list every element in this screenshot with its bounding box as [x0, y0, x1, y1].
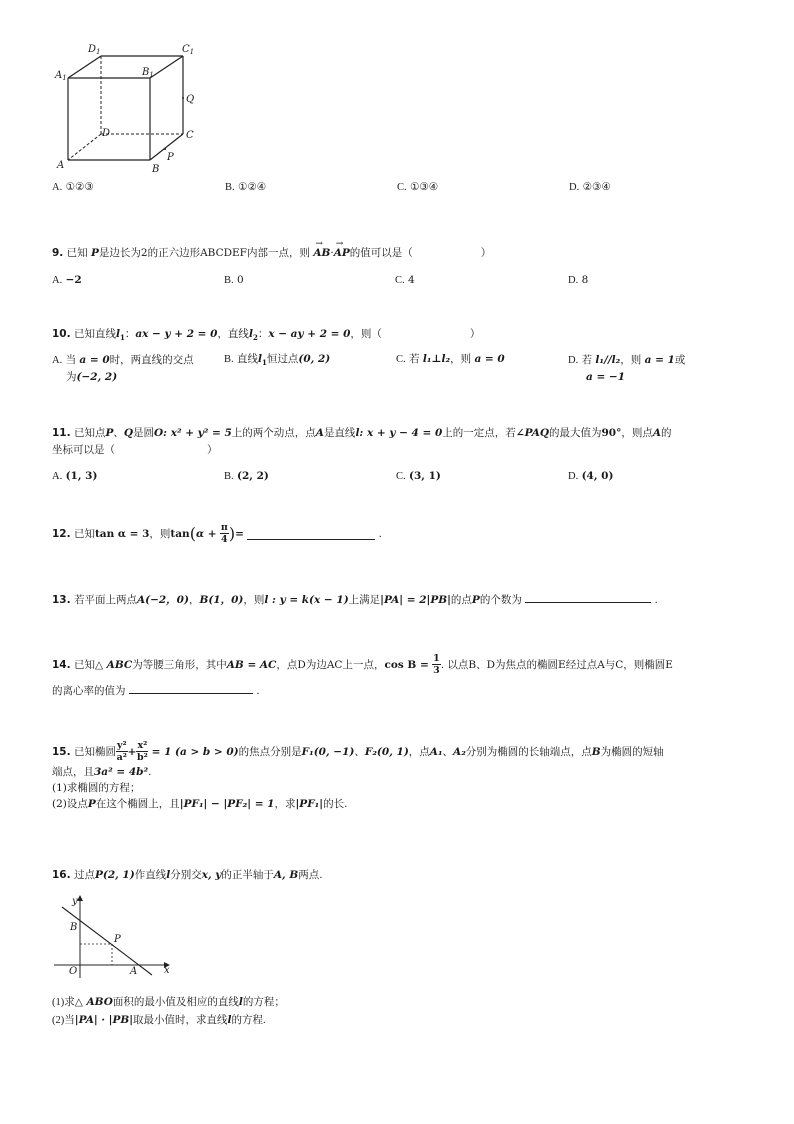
cube-figure [50, 40, 210, 180]
label-B: B [152, 164, 160, 175]
q16-part1: (1)求△ ABO面积的最小值及相应的直线l的方程； [52, 996, 285, 1008]
label-y: y [72, 896, 78, 907]
q15-stem: 15. 已知椭圆 $\frac{\text{y²}}{\text{a²}}$ + $\frac{\text{x²}}{\text{b²}}$ = 1 (a > b > 0) 的焦点分别是 F₁(0, −1) 、 F₂(0, 1) ，点 A₁ 、 A₂ 分别为椭圆的长轴端点，点 B 为椭圆的短轴 端点，且3a² = 4b². (1)求椭圆的方程； (2)设点P在这个椭圆上，且|PF₁| − |PF₂| = 1，求|PF₁|的长. [52, 740, 664, 810]
q16-stem: 16. 过点P(2, 1)作直线l分别交x, y的正半轴于A, B两点. [52, 869, 323, 881]
q9-stem: 9. 已知 P是边长为2的正六边形ABCDEF内部一点，则 → AB· → AP的值可以是（ ） [52, 239, 492, 259]
q11-option-b[interactable]: B. (2, 2) [224, 470, 269, 482]
q16-part2: (2)当|PA| · |PB|取最小值时，求直线l的方程. [52, 1014, 266, 1026]
q11-option-d[interactable]: D. (4, 0) [568, 470, 614, 482]
q10-option-d[interactable]: D. 若 l₁//l₂，则 a = 1或 a = −1 [568, 354, 686, 383]
label-B: B [70, 922, 78, 933]
q15-part1: (1)求椭圆的方程； [52, 782, 141, 794]
label-D: D [102, 128, 111, 139]
cube-edge [150, 56, 183, 78]
label-D1: $D_1$ [88, 44, 101, 56]
q10-stem: 10. 已知直线$l_1$：ax − y + 2 = 0，直线$l_2$：x − ay + 2 = 0，则（ ） [52, 328, 481, 343]
q14-stem: 14. 已知 △ ABC 为等腰三角形，其中 AB = AC ，点D为边AC上一点， cos B = $\frac{1}{3}$ . 以点B、D为焦点的椭圆E经过点A与C，则椭圆E 的离心率的值为 . [52, 653, 673, 697]
q9-option-b[interactable]: B. 0 [224, 274, 244, 286]
label-P: P [167, 152, 174, 163]
q13-answer-blank[interactable] [525, 591, 651, 603]
q11-stem: 11. 已知点P、Q是圆O: x² + y² = 5上的两个动点，点A是直线l: x + y − 4 = 0上的一定点，若∠PAQ的最大值为90°，则点A的 坐标可以是（ ） [52, 427, 672, 456]
label-A1: $A_1$ [55, 70, 67, 82]
label-P: P [114, 934, 121, 945]
q9-option-d[interactable]: D. 8 [568, 274, 589, 286]
q8-option-a[interactable]: A. ①②③ [52, 181, 94, 193]
q12-stem: 12. 已知 tan α = 3 ，则 tan ( α + $\frac{\pi}{4}$ ) = . [52, 522, 382, 545]
q8-option-c[interactable]: C. ①③④ [397, 181, 439, 193]
label-C: C [186, 130, 194, 141]
cube-edge [68, 56, 101, 78]
label-B1: $B_1$ [142, 67, 154, 79]
label-A: A [130, 966, 138, 977]
q10-option-a[interactable]: A. 当 a = 0时，两直线的交点 为(−2, 2) [52, 354, 194, 383]
label-Q: Q [186, 94, 195, 105]
label-O: O [69, 966, 78, 977]
q13-stem: 13. 若平面上两点A(−2，0)，B(1，0)，则l : y = k(x − 1)上满足|PA| = 2|PB|的点P的个数为 . [52, 591, 658, 607]
point-Q [182, 97, 184, 99]
q10-option-b[interactable]: B. 直线$l_1$恒过点(0, 2) [224, 353, 331, 368]
q11-option-c[interactable]: C. (3, 1) [396, 470, 441, 482]
q8-option-b[interactable]: B. ①②④ [225, 181, 267, 193]
q15-part2: (2)设点P在这个椭圆上，且|PF₁| − |PF₂| = 1，求|PF₁|的长. [52, 798, 348, 810]
q10-option-c[interactable]: C. 若 l₁⊥l₂，则 a = 0 [396, 353, 505, 365]
label-A: A [57, 160, 65, 171]
cube-edge [68, 134, 101, 160]
label-C1: $C_1$ [182, 44, 195, 56]
label-x: x [164, 965, 170, 976]
q16-figure [50, 890, 180, 982]
y-axis-arrow [77, 895, 83, 901]
q8-option-d[interactable]: D. ②③④ [569, 181, 611, 193]
q11-option-a[interactable]: A. (1, 3) [52, 470, 98, 482]
q9-option-a[interactable]: A. −2 [52, 274, 82, 286]
q14-answer-blank[interactable] [129, 682, 253, 694]
q12-answer-blank[interactable] [247, 527, 375, 540]
q9-option-c[interactable]: C. 4 [395, 274, 415, 286]
point-P [164, 148, 166, 150]
